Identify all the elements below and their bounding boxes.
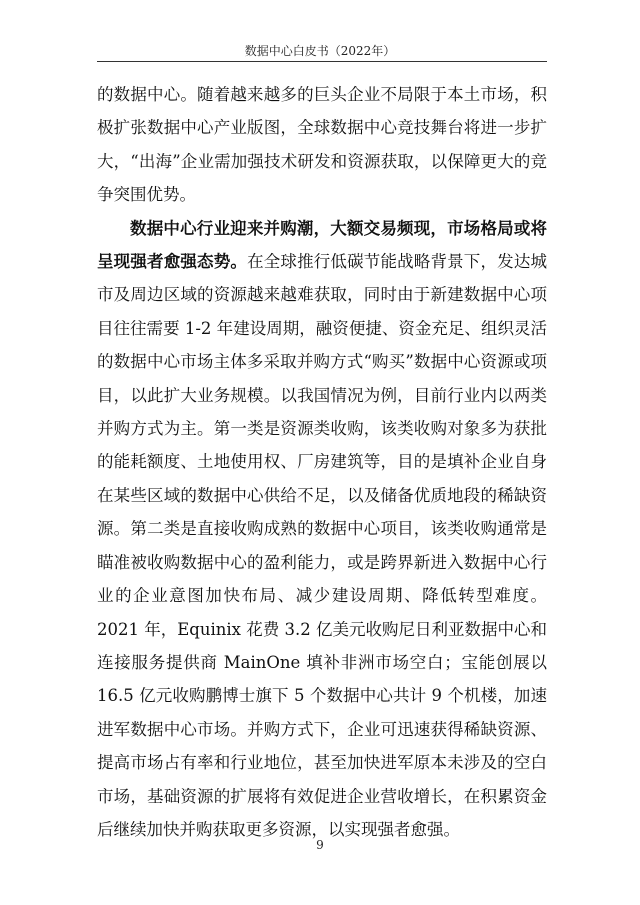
document-body [97, 78, 547, 846]
paragraph-mergers [97, 212, 547, 847]
header-divider [97, 61, 547, 62]
page-number: 9 [316, 838, 324, 852]
paragraph-lead-heading: 数据中心行业迎来并购潮，大额交易频现，市场格局或将呈现强者愈强态势。 [97, 218, 547, 272]
paragraph-continued: 的数据中心。随着越来越多的巨头企业不局限于本土市场，积极扩张数据中心产业版图，全球数据中心竞技舞台将进一步扩大，“出海”企业需加强技术研发和资源获取，以保障更大的竞争突围优势。 [97, 85, 547, 205]
page-header-title: 数据中心白皮书（2022年） [244, 44, 396, 58]
paragraph-body-text: 在全球推行低碳节能战略背景下，发达城市及周边区域的资源越来越难获取，同时由于新建数据中心项目往往需要 1-2 年建设周期，融资便捷、资金充足、组织灵活的数据中心市场主体多采取并购方式“购买”数据中心资源或项目，以此扩大业务规模。以我国情况为例，目前行业内以两类并购方式为主。第一类是资源类收购，该类收购对象多为获批的能耗额度、土地使用权、厂房建筑等，目的是填补企业自身在某些区域的数据中心供给不足，以及储备优质地段的稀缺资源。第二类是直接收购成熟的数据中心项目，该类收购通常是瞄准被收购数据中心的盈利能力，或是跨界新进入数据中心行业的企业意图加快布局、减少建设周期、降低转型难度。2021 年，Equinix 花费 3.2 亿美元收购尼日利亚数据中心和连接服务提供商 MainOne 填补非洲市场空白；宝能创展以 16.5 亿元收购鹏博士旗下 5 个数据中心共计 9 个机楼，加速进军数据中心市场。并购方式下，企业可迅速获得稀缺资源、提高市场占有率和行业地位，甚至加快进军原本未涉及的空白市场，基础资源的扩展将有效促进企业营收增长，在积累资金后继续加快并购获取更多资源，以实现强者愈强。 [97, 252, 548, 839]
